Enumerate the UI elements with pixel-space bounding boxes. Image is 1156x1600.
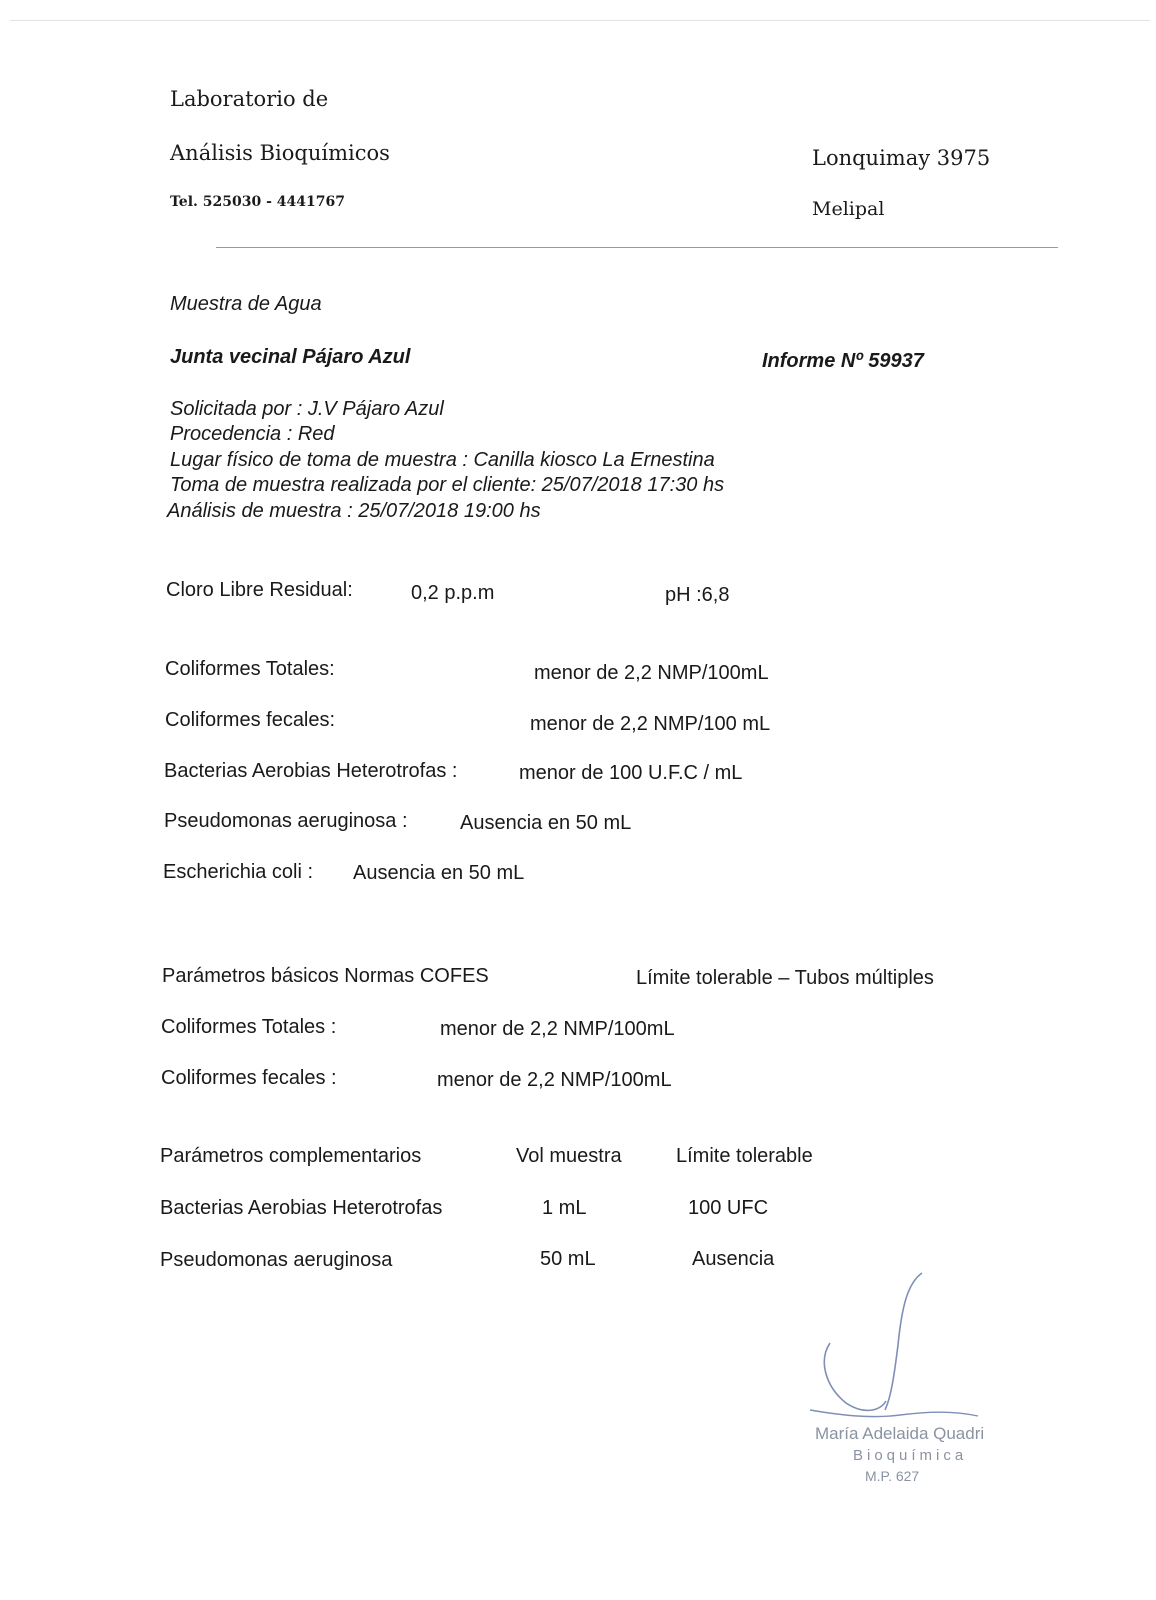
chlorine-value: 0,2 p.p.m <box>411 582 495 604</box>
result-value: menor de 2,2 NMP/100mL <box>534 662 769 684</box>
complementary-volume: 1 mL <box>542 1197 587 1219</box>
lab-address: Lonquimay 3975 <box>812 146 991 170</box>
basic-params-title: Parámetros básicos Normas COFES <box>162 965 489 987</box>
complementary-limit: Ausencia <box>692 1248 775 1270</box>
sample-type: Muestra de Agua <box>170 293 322 315</box>
complementary-header-param: Parámetros complementarios <box>160 1145 422 1167</box>
complementary-header-limit: Límite tolerable <box>676 1145 813 1167</box>
basic-param-label: Coliformes Totales : <box>161 1016 337 1038</box>
analysis-date: Análisis de muestra : 25/07/2018 19:00 hs <box>167 500 541 522</box>
result-label: Pseudomonas aeruginosa : <box>164 810 408 832</box>
lab-name-line2: Análisis Bioquímicos <box>170 141 390 165</box>
sampling-date: Toma de muestra realizada por el cliente: 25/07/2018 17:30 hs <box>170 474 725 496</box>
result-value: Ausencia en 50 mL <box>353 862 525 884</box>
lab-locality: Melipal <box>812 198 885 220</box>
header-divider <box>216 247 1058 248</box>
requested-by: Solicitada por : J.V Pájaro Azul <box>170 398 444 420</box>
result-value: menor de 100 U.F.C / mL <box>519 762 743 784</box>
signatory-name: María Adelaida Quadri <box>815 1424 985 1443</box>
chlorine-label: Cloro Libre Residual: <box>166 579 353 601</box>
result-value: menor de 2,2 NMP/100 mL <box>530 713 771 735</box>
handwritten-signature <box>800 1265 1000 1435</box>
complementary-param: Pseudomonas aeruginosa <box>160 1249 393 1271</box>
result-label: Coliformes fecales: <box>165 709 336 731</box>
complementary-param: Bacterias Aerobias Heterotrofas <box>160 1197 443 1219</box>
lab-name-line1: Laboratorio de <box>170 87 329 111</box>
sample-origin: Procedencia : Red <box>170 423 335 445</box>
basic-param-label: Coliformes fecales : <box>161 1067 337 1089</box>
result-label: Coliformes Totales: <box>165 658 335 680</box>
lab-phone: Tel. 525030 - 4441767 <box>170 194 345 210</box>
scan-edge-line <box>10 20 1150 21</box>
complementary-limit: 100 UFC <box>688 1197 769 1219</box>
result-label: Bacterias Aerobias Heterotrofas : <box>164 760 458 782</box>
basic-param-value: menor de 2,2 NMP/100mL <box>440 1018 675 1040</box>
complementary-header-volume: Vol muestra <box>516 1145 622 1167</box>
ph-value: pH :6,8 <box>665 584 730 606</box>
result-label: Escherichia coli : <box>163 861 314 883</box>
report-number: Informe Nº 59937 <box>762 350 924 372</box>
basic-param-value: menor de 2,2 NMP/100mL <box>437 1069 672 1091</box>
signatory-registration: M.P. 627 <box>865 1468 920 1484</box>
sample-location: Lugar físico de toma de muestra : Canilla kiosco La Ernestina <box>170 449 715 471</box>
signatory-title: Bioquímica <box>853 1447 968 1464</box>
client-name: Junta vecinal Pájaro Azul <box>170 346 411 368</box>
basic-params-limit-title: Límite tolerable – Tubos múltiples <box>636 967 934 989</box>
result-value: Ausencia en 50 mL <box>460 812 632 834</box>
complementary-volume: 50 mL <box>540 1248 596 1270</box>
